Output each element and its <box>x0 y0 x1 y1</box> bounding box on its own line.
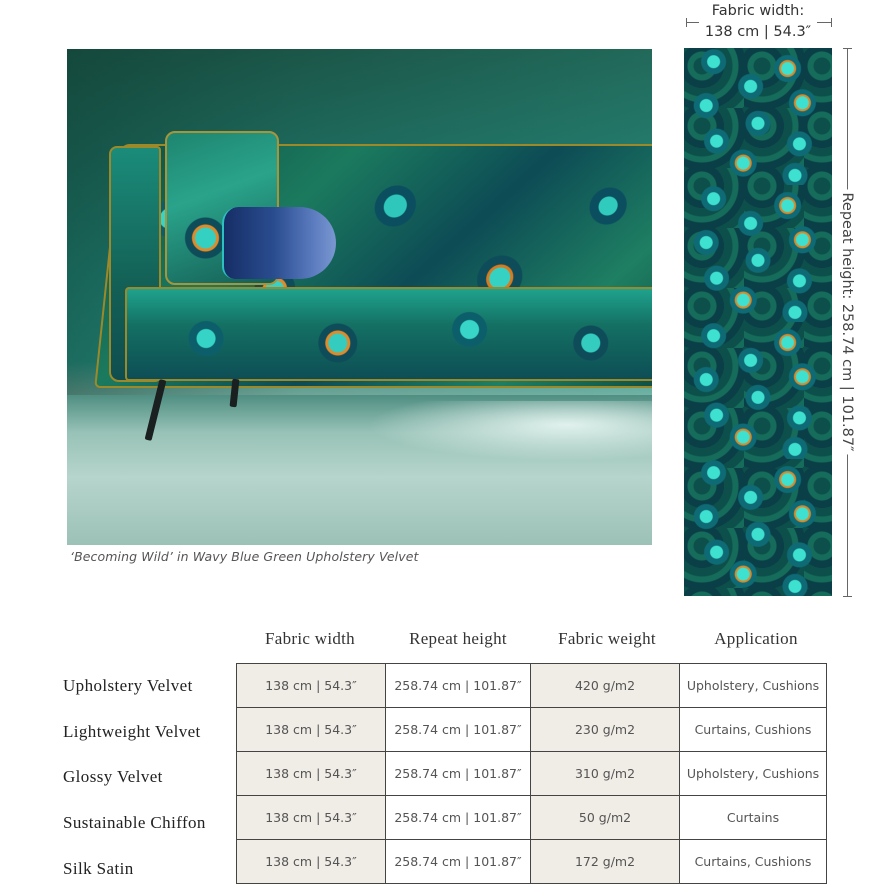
fabric-width-label <box>700 1 816 43</box>
row-header-silk-satin: Silk Satin <box>63 859 134 878</box>
column-header-application: Application <box>714 629 798 648</box>
cell-application: Curtains, Cushions <box>680 708 827 752</box>
cell-application: Upholstery, Cushions <box>680 752 827 796</box>
cell-application: Curtains <box>680 796 827 840</box>
cell-application: Upholstery, Cushions <box>680 664 827 708</box>
width-bracket-right-tick <box>831 18 832 27</box>
cell-application: Curtains, Cushions <box>680 840 827 884</box>
table-row <box>237 664 827 708</box>
table-row <box>237 796 827 840</box>
cell-fabric-weight: 420 g/m2 <box>531 664 680 708</box>
row-header-lightweight-velvet: Lightweight Velvet <box>63 722 201 741</box>
cell-repeat-height: 258.74 cm | 101.87″ <box>386 752 531 796</box>
cell-fabric-width: 138 cm | 54.3″ <box>237 752 386 796</box>
table-row <box>237 708 827 752</box>
cell-repeat-height: 258.74 cm | 101.87″ <box>386 840 531 884</box>
repeat-height-label: Repeat height: 258.74 cm | 101.87″ <box>839 189 855 454</box>
fabric-spec-table <box>236 663 827 884</box>
row-header-glossy-velvet: Glossy Velvet <box>63 767 163 786</box>
cell-fabric-weight: 50 g/m2 <box>531 796 680 840</box>
cell-fabric-width: 138 cm | 54.3″ <box>237 664 386 708</box>
sofa-seat <box>125 287 652 381</box>
table-row <box>237 840 827 884</box>
cell-fabric-weight: 310 g/m2 <box>531 752 680 796</box>
height-bracket-bottom-tick <box>843 596 852 597</box>
cell-fabric-width: 138 cm | 54.3″ <box>237 708 386 752</box>
blue-bolster-cushion <box>222 207 336 279</box>
column-header-fabric-width: Fabric width <box>264 629 355 648</box>
fabric-swatch-peacock-pattern <box>684 48 832 596</box>
column-header-fabric-weight: Fabric weight <box>558 629 656 648</box>
column-header-repeat-height: Repeat height <box>409 629 507 648</box>
width-bracket-left-line <box>686 22 699 23</box>
cell-fabric-weight: 172 g/m2 <box>531 840 680 884</box>
fabric-width-title: Fabric width: <box>711 3 805 19</box>
photo-caption: ‘Becoming Wild’ in Wavy Blue Green Upholstery Velvet <box>70 549 419 564</box>
table-row <box>237 752 827 796</box>
floor-light-reflection <box>367 401 652 461</box>
cell-fabric-width: 138 cm | 54.3″ <box>237 796 386 840</box>
fabric-width-value: 138 cm | 54.3″ <box>704 24 812 40</box>
cell-repeat-height: 258.74 cm | 101.87″ <box>386 664 531 708</box>
cell-repeat-height: 258.74 cm | 101.87″ <box>386 796 531 840</box>
cell-fabric-weight: 230 g/m2 <box>531 708 680 752</box>
width-bracket-right-line <box>817 22 831 23</box>
cell-fabric-width: 138 cm | 54.3″ <box>237 840 386 884</box>
cell-repeat-height: 258.74 cm | 101.87″ <box>386 708 531 752</box>
row-header-upholstery-velvet: Upholstery Velvet <box>63 676 193 695</box>
row-header-sustainable-chiffon: Sustainable Chiffon <box>63 813 206 832</box>
product-photo-chaise-longue <box>67 49 652 545</box>
